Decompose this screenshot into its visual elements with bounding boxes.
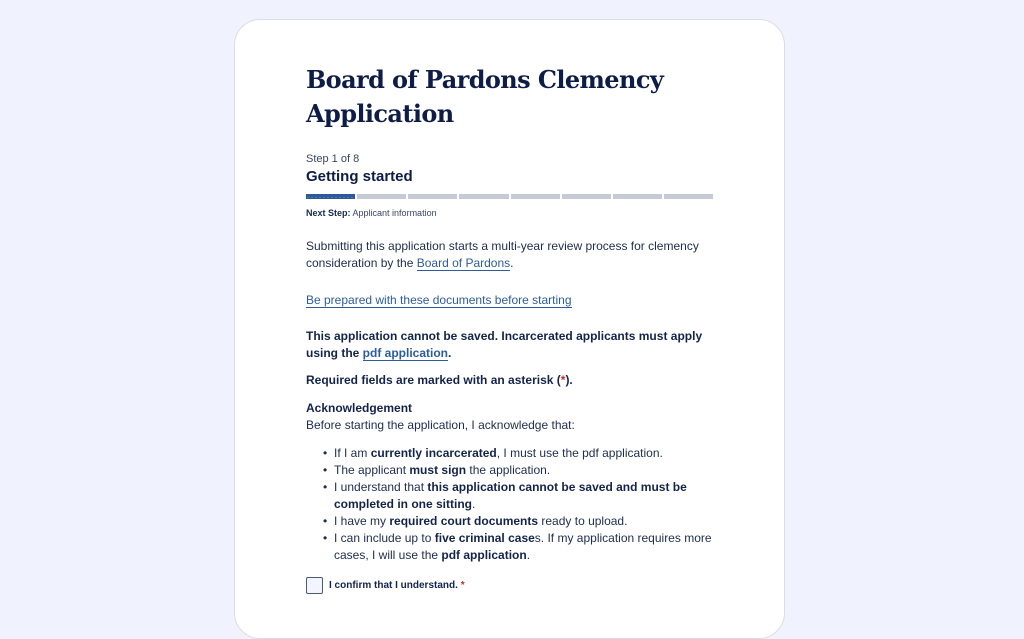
- bullet-icon: •: [323, 531, 328, 545]
- prepare-documents-link[interactable]: Be prepared with these documents before starting: [306, 293, 572, 307]
- warning-text: This application cannot be saved. Incarcerated applicants must apply using the: [306, 329, 703, 360]
- intro-text: Submitting this application starts a multi-year review process for clemency consideration by the: [306, 239, 699, 270]
- item-text-end: .: [472, 497, 476, 511]
- list-item: [323, 462, 724, 479]
- bullet-icon: •: [323, 463, 328, 477]
- list-item: [323, 479, 724, 513]
- step-progress-bar: [306, 194, 713, 199]
- board-of-pardons-link[interactable]: Board of Pardons: [416, 256, 511, 270]
- required-asterisk: *: [560, 373, 566, 387]
- bullet-icon: •: [323, 480, 328, 494]
- prepare-paragraph: [306, 292, 716, 309]
- step-counter: Step 1 of 8: [306, 153, 360, 165]
- item-text-end: .: [526, 548, 531, 562]
- item-text: The applicant: [334, 463, 410, 477]
- progress-segment-7: [613, 194, 662, 199]
- item-text: I understand that: [334, 480, 428, 494]
- confirm-label-text: I confirm that I understand.: [329, 580, 458, 591]
- acknowledgement-list: [323, 445, 724, 564]
- progress-segment-5: [511, 194, 560, 199]
- item-text-end: , I must use the pdf application.: [496, 446, 663, 460]
- required-note-text: Required fields are marked with an asterisk (: [306, 373, 561, 387]
- item-text-mid: s. If my application requires more cases, I will use the: [334, 531, 712, 562]
- required-fields-note: [306, 372, 716, 389]
- progress-segment-4: [459, 194, 508, 199]
- item-bold-text: currently incarcerated: [370, 446, 497, 460]
- warning-text-end: .: [448, 346, 452, 360]
- next-step-value: Applicant information: [352, 208, 437, 218]
- progress-segment-1: [306, 194, 355, 199]
- pdf-application-link[interactable]: pdf application: [362, 346, 449, 360]
- required-note-text-end: ).: [565, 373, 573, 387]
- item-bold-text: five criminal case: [434, 531, 535, 545]
- confirm-required-asterisk: *: [460, 580, 465, 591]
- item-text-end: the application.: [466, 463, 551, 477]
- item-bold-text-2: pdf application: [441, 548, 527, 562]
- page-title: Board of Pardons Clemency Application: [306, 65, 664, 128]
- next-step: [306, 208, 437, 218]
- confirm-label: [329, 580, 465, 591]
- progress-segment-6: [562, 194, 611, 199]
- acknowledgement-intro: Before starting the application, I acknowledge that:: [306, 418, 575, 432]
- intro-paragraph: [306, 238, 716, 272]
- next-step-label: Next Step:: [306, 208, 351, 218]
- list-item: [323, 513, 724, 530]
- list-item: [323, 445, 724, 462]
- item-bold-text: must sign: [409, 463, 467, 477]
- item-bold-text: this application cannot be saved and must be completed in one sitting: [334, 480, 687, 511]
- list-item: [323, 530, 724, 564]
- intro-text-end: .: [510, 256, 514, 270]
- progress-segment-3: [408, 194, 457, 199]
- item-bold-text: required court documents: [389, 514, 539, 528]
- progress-segment-2: [357, 194, 406, 199]
- progress-segment-8: [664, 194, 713, 199]
- item-text: I can include up to: [334, 531, 435, 545]
- item-text: If I am: [334, 446, 371, 460]
- item-text-end: ready to upload.: [538, 514, 628, 528]
- acknowledgement-heading: Acknowledgement: [306, 401, 413, 415]
- confirm-checkbox[interactable]: [306, 577, 323, 594]
- application-card: [234, 19, 785, 639]
- confirm-row[interactable]: [306, 577, 465, 594]
- item-text: I have my: [334, 514, 390, 528]
- cannot-save-warning: [306, 328, 716, 362]
- bullet-icon: •: [323, 446, 328, 460]
- step-title: Getting started: [306, 168, 413, 185]
- bullet-icon: •: [323, 514, 328, 528]
